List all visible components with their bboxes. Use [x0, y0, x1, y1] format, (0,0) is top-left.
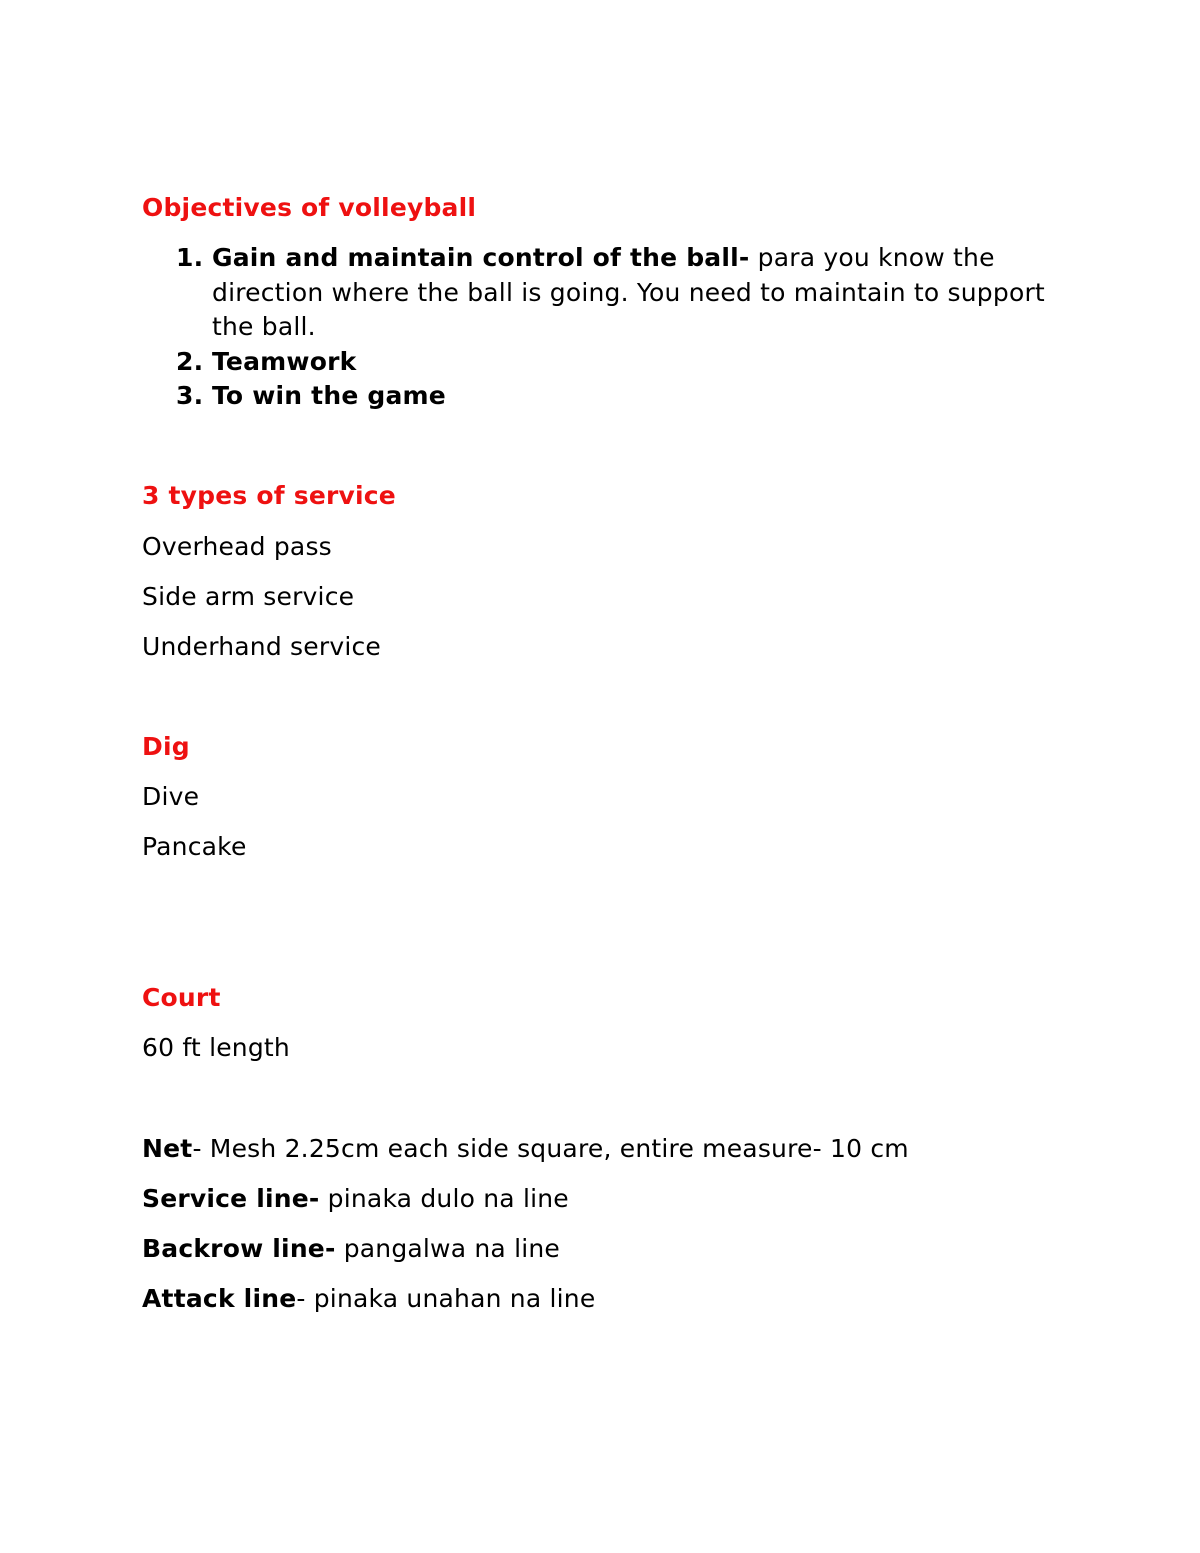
service-item: Overhead pass [142, 532, 332, 561]
service-item: Underhand service [142, 632, 382, 661]
court-line-backrow [142, 1232, 560, 1266]
court-line-desc: pangalwa na line [335, 1234, 561, 1263]
court-line-net [142, 1132, 909, 1166]
court-line-attack [142, 1282, 595, 1316]
objective-number: 2. [176, 346, 204, 376]
service-heading: 3 types of service [142, 481, 396, 510]
objective-item [176, 379, 1076, 414]
objective-title: Teamwork [212, 346, 357, 376]
objectives-list [176, 241, 1076, 414]
objective-item [176, 241, 1076, 345]
court-length: 60 ft length [142, 1033, 290, 1062]
objective-number: 3. [176, 381, 204, 410]
objective-number: 1. [176, 243, 204, 272]
objective-title: To win the game [212, 381, 446, 410]
court-line-term: Attack line [142, 1284, 297, 1313]
objectives-heading: Objectives of volleyball [142, 193, 477, 222]
court-line-service [142, 1182, 569, 1216]
court-line-term: Backrow line- [142, 1234, 336, 1263]
court-line-desc: - Mesh 2.25cm each side square, entire measure- 10 cm [192, 1134, 909, 1163]
objective-item [176, 345, 1076, 380]
service-item: Side arm service [142, 582, 355, 611]
court-line-desc: - pinaka unahan na line [296, 1284, 596, 1313]
dig-item: Dive [142, 782, 200, 811]
court-line-desc: pinaka dulo na line [319, 1184, 569, 1213]
objective-title: Gain and maintain control of the ball- [212, 243, 750, 272]
court-heading: Court [142, 983, 221, 1012]
court-line-term: Service line- [142, 1184, 320, 1213]
objective-description: para you know the direction where the ball is going. You need to maintain to support the ball. [212, 243, 1045, 341]
dig-item: Pancake [142, 832, 247, 861]
court-line-term: Net [142, 1134, 193, 1163]
dig-heading: Dig [142, 732, 190, 761]
